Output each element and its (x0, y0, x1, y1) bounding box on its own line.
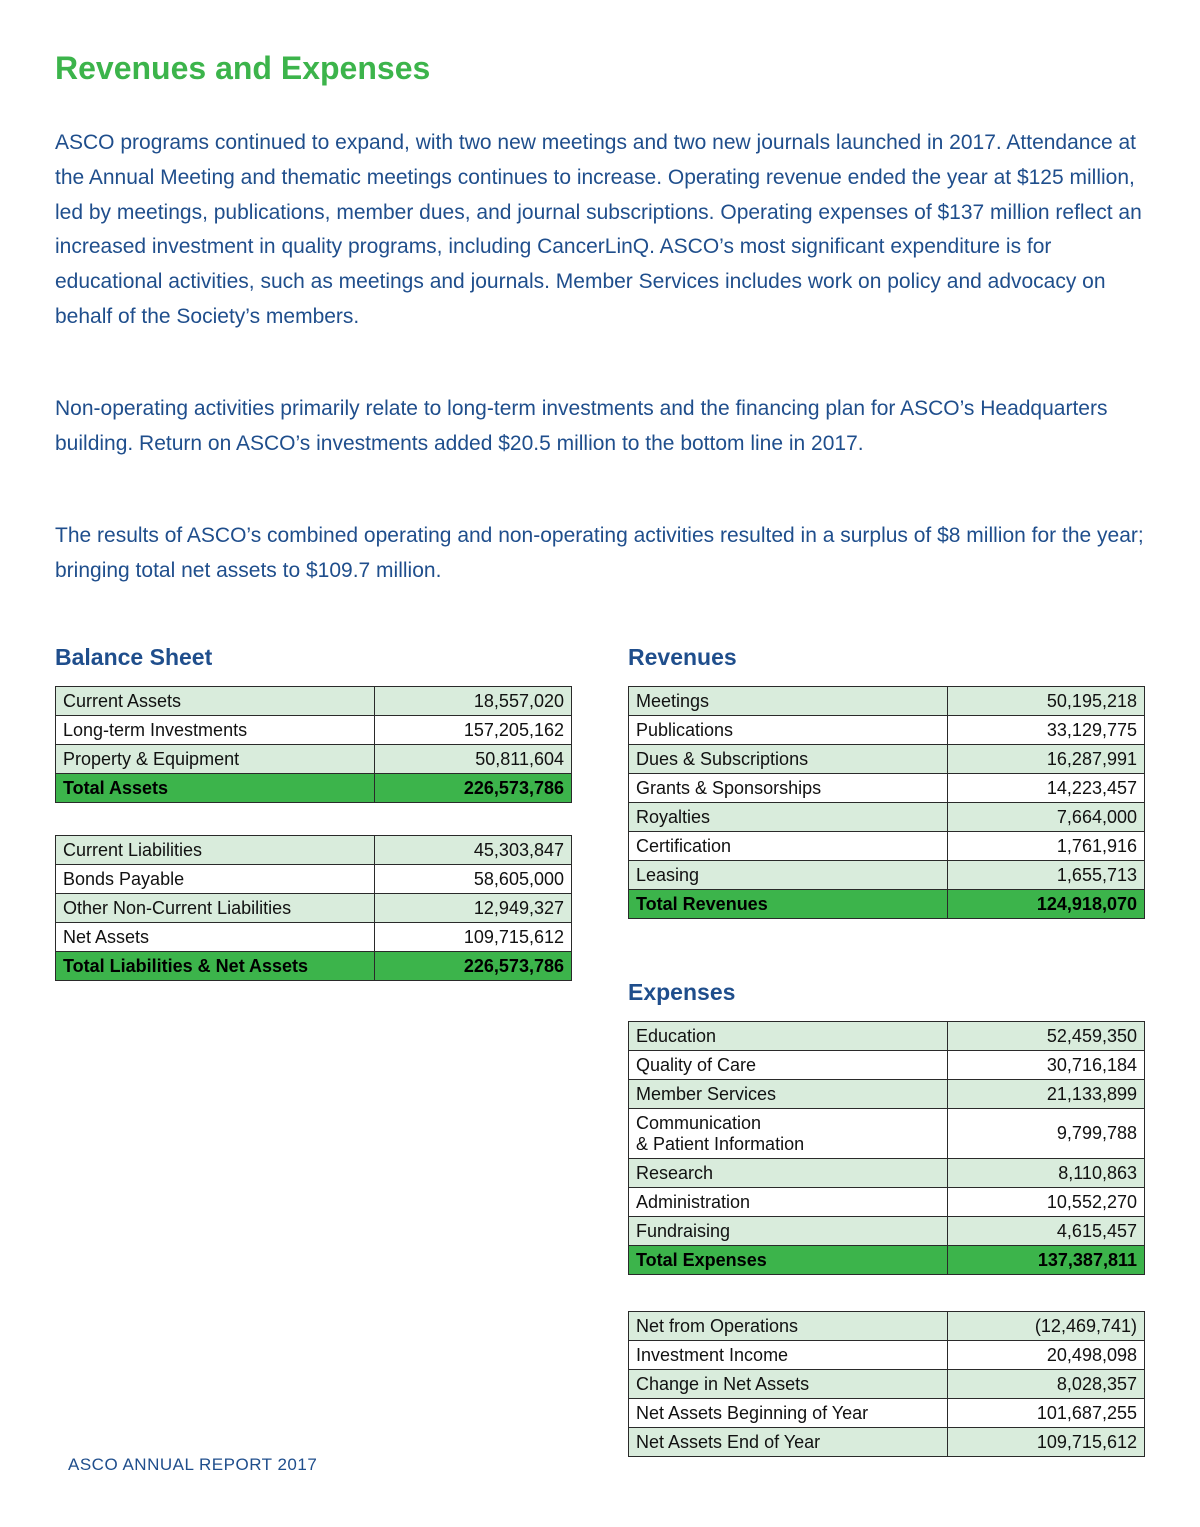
non-operating-paragraph: Non-operating activities primarily relate to long-term investments and the financing plan for ASCO’s Headquarters building. Return on ASCO’s investments added $20.5 million to the bottom line in 2017. (55, 397, 1108, 455)
row-value: 8,028,357 (948, 1370, 1145, 1399)
total-value: 124,918,070 (948, 890, 1145, 919)
row-value: 8,110,863 (948, 1159, 1145, 1188)
table-row (56, 865, 572, 894)
table-row (56, 894, 572, 923)
total-row (56, 952, 572, 981)
row-label: Publications (629, 716, 948, 745)
row-label: Meetings (629, 687, 948, 716)
row-value: 33,129,775 (948, 716, 1145, 745)
row-value: 109,715,612 (948, 1428, 1145, 1457)
row-label: Bonds Payable (56, 865, 375, 894)
total-label: Total Revenues (629, 890, 948, 919)
row-value: 157,205,162 (375, 716, 572, 745)
row-label: Current Liabilities (56, 836, 375, 865)
row-value: 1,761,916 (948, 832, 1145, 861)
row-value: 101,687,255 (948, 1399, 1145, 1428)
row-label (629, 1109, 948, 1159)
row-value: 50,811,604 (375, 745, 572, 774)
row-label: Fundraising (629, 1217, 948, 1246)
table-row (629, 861, 1145, 890)
total-label: Total Assets (56, 774, 375, 803)
expenses-title: Expenses (628, 979, 736, 1005)
table-row (56, 687, 572, 716)
total-row (629, 1246, 1145, 1275)
table-row (56, 716, 572, 745)
table-row (56, 923, 572, 952)
results-paragraph: The results of ASCO’s combined operating and non-operating activities resulted in a surplus of $8 million for the year; bringing total net assets to $109.7 million. (55, 524, 1144, 582)
table-row (56, 745, 572, 774)
total-value: 226,573,786 (375, 774, 572, 803)
row-value: 7,664,000 (948, 803, 1145, 832)
total-label: Total Expenses (629, 1246, 948, 1275)
total-row (629, 890, 1145, 919)
table-row (629, 1022, 1145, 1051)
table-row (629, 774, 1145, 803)
table-row (629, 716, 1145, 745)
net-assets-table (628, 1311, 1145, 1457)
row-value: 4,615,457 (948, 1217, 1145, 1246)
table-row (629, 832, 1145, 861)
row-value: (12,469,741) (948, 1312, 1145, 1341)
row-value: 10,552,270 (948, 1188, 1145, 1217)
row-value: 16,287,991 (948, 745, 1145, 774)
table-row (629, 1051, 1145, 1080)
row-label: Grants & Sponsorships (629, 774, 948, 803)
row-label: Net Assets End of Year (629, 1428, 948, 1457)
row-label: Member Services (629, 1080, 948, 1109)
row-label-line-1: Communication (636, 1112, 762, 1133)
row-label-line-2: & Patient Information (636, 1133, 805, 1154)
row-label: Net Assets Beginning of Year (629, 1399, 948, 1428)
row-label: Net Assets (56, 923, 375, 952)
revenues-table (628, 686, 1145, 919)
row-label: Current Assets (56, 687, 375, 716)
row-value: 52,459,350 (948, 1022, 1145, 1051)
footer-text: ASCO ANNUAL REPORT 2017 (68, 1455, 318, 1474)
row-label: Administration (629, 1188, 948, 1217)
row-label: Investment Income (629, 1341, 948, 1370)
row-label: Certification (629, 832, 948, 861)
table-row (56, 836, 572, 865)
row-label: Leasing (629, 861, 948, 890)
row-label: Long-term Investments (56, 716, 375, 745)
row-label: Net from Operations (629, 1312, 948, 1341)
row-label: Dues & Subscriptions (629, 745, 948, 774)
row-label: Research (629, 1159, 948, 1188)
table-row (629, 1428, 1145, 1457)
table-row (629, 1109, 1145, 1159)
table-row (629, 1217, 1145, 1246)
expenses-table (628, 1021, 1145, 1275)
revenues-title: Revenues (628, 644, 737, 670)
table-row (629, 803, 1145, 832)
total-value: 137,387,811 (948, 1246, 1145, 1275)
table-row (629, 1080, 1145, 1109)
row-value: 1,655,713 (948, 861, 1145, 890)
total-value: 226,573,786 (375, 952, 572, 981)
assets-table (55, 686, 572, 803)
row-label: Quality of Care (629, 1051, 948, 1080)
page-title: Revenues and Expenses (55, 50, 431, 86)
row-value: 30,716,184 (948, 1051, 1145, 1080)
row-label: Property & Equipment (56, 745, 375, 774)
row-label: Change in Net Assets (629, 1370, 948, 1399)
balance-sheet-title: Balance Sheet (55, 644, 213, 670)
intro-paragraph: ASCO programs continued to expand, with two new meetings and two new journals launched in 2017. Attendance at the Annual Meeting and thematic meetings continues to increase. Operating revenue ended the year at $125 million, led by meetings, publications, member dues, and journal subscriptions. Operating expenses of $137 million reflect an increased investment in quality programs, including CancerLinQ. ASCO’s most significant expenditure is for educational activities, such as meetings and journals. Member Services includes work on policy and advocacy on behalf of the Society’s members. (55, 131, 1142, 328)
table-row (629, 687, 1145, 716)
row-value: 14,223,457 (948, 774, 1145, 803)
row-value: 20,498,098 (948, 1341, 1145, 1370)
table-row (629, 1188, 1145, 1217)
row-value: 21,133,899 (948, 1080, 1145, 1109)
row-value: 45,303,847 (375, 836, 572, 865)
row-value: 12,949,327 (375, 894, 572, 923)
table-row (629, 1370, 1145, 1399)
total-label: Total Liabilities & Net Assets (56, 952, 375, 981)
row-label: Education (629, 1022, 948, 1051)
table-row (629, 1159, 1145, 1188)
table-row (629, 745, 1145, 774)
row-value: 9,799,788 (948, 1109, 1145, 1159)
liabilities-table (55, 835, 572, 981)
table-row (629, 1341, 1145, 1370)
row-label: Other Non-Current Liabilities (56, 894, 375, 923)
table-row (629, 1312, 1145, 1341)
row-label: Royalties (629, 803, 948, 832)
row-value: 58,605,000 (375, 865, 572, 894)
row-value: 50,195,218 (948, 687, 1145, 716)
row-value: 109,715,612 (375, 923, 572, 952)
total-row (56, 774, 572, 803)
table-row (629, 1399, 1145, 1428)
row-value: 18,557,020 (375, 687, 572, 716)
